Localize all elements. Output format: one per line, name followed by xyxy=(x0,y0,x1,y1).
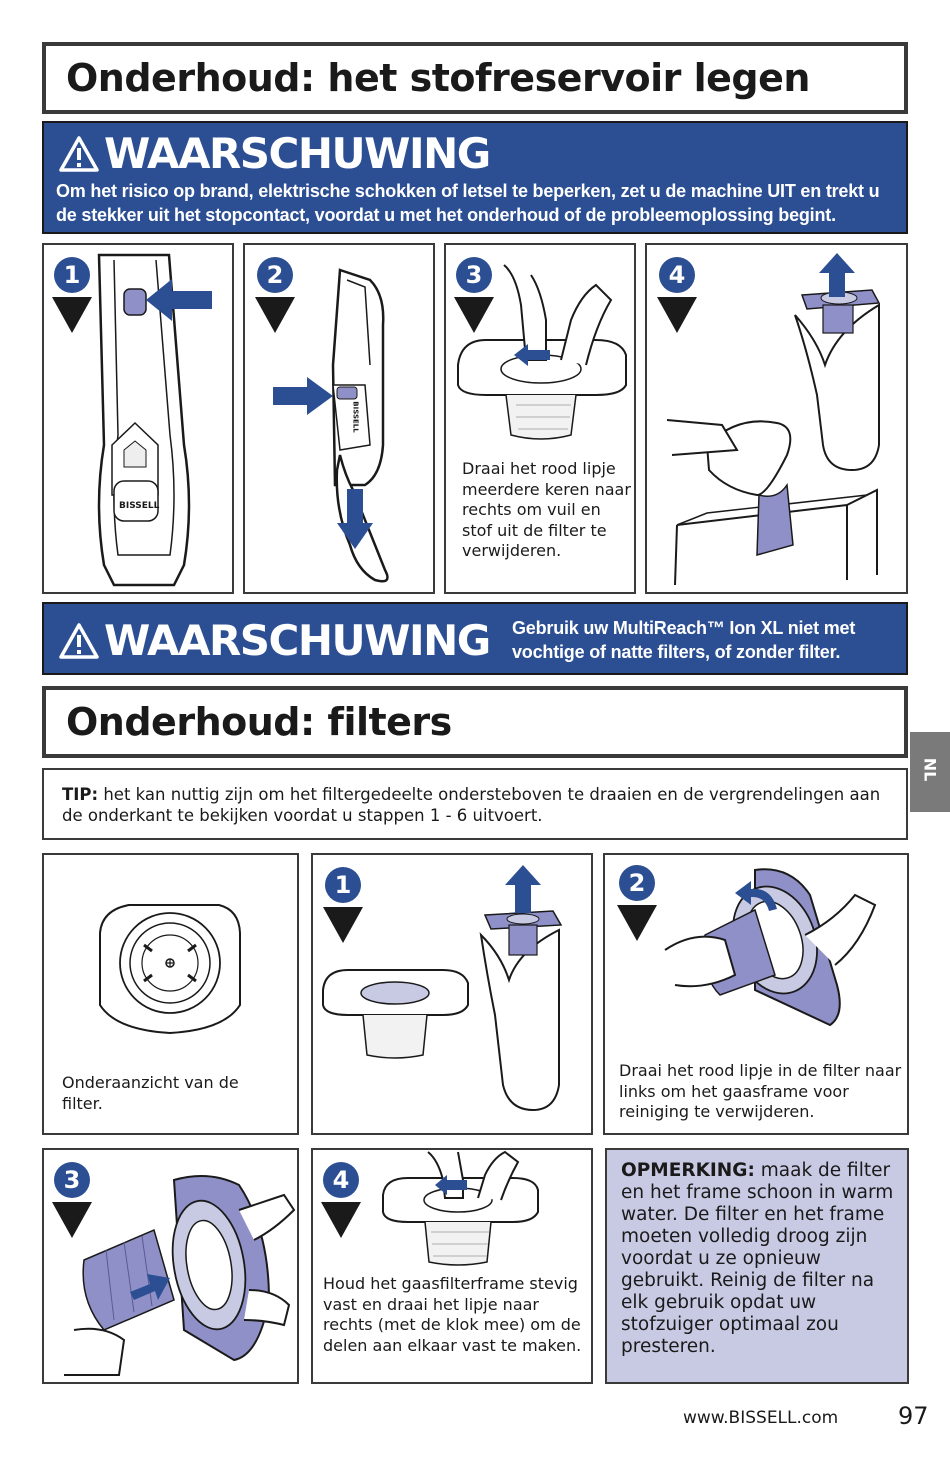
tip-box xyxy=(42,768,908,840)
language-tab xyxy=(910,732,950,812)
filter-step-marker-2 xyxy=(617,865,657,935)
warning-banner-middle xyxy=(42,602,908,675)
arrow-right-icon xyxy=(271,375,335,417)
filter-step-2-panel xyxy=(603,853,909,1135)
arrow-left-icon xyxy=(433,1174,469,1196)
footer-url[interactable]: www.BISSELL.com xyxy=(683,1408,839,1428)
note-text: maak de filter en het frame schoon in warm water. De filter en het frame moeten volledig droog zijn voordat u ze opnieuw gebruikt. Reinig de filter na elk gebruik opdat uw stofzuiger optimaal zou presteren. xyxy=(621,1160,894,1357)
arrow-left-icon xyxy=(144,277,216,323)
step-number: 2 xyxy=(257,257,293,293)
step-marker-1 xyxy=(52,257,92,327)
warning-text: Om het risico op brand, elektrische schokken of letsel te beperken, zet u de machine UIT en trekt u de stekker uit het stopcontact, voordat u met het onderhoud of de probleemoplossing begint. xyxy=(56,181,880,225)
warning-triangle-icon xyxy=(58,622,100,660)
section-title-box-filters xyxy=(42,686,908,758)
section-title-filters: Onderhoud: filters xyxy=(66,700,452,744)
step-triangle-icon xyxy=(657,297,697,333)
filter-step-1-panel xyxy=(311,853,593,1135)
bottom-view-caption: Onderaanzicht van de filter. xyxy=(62,1073,239,1113)
arrow-left-icon xyxy=(512,343,552,367)
filter-step-marker-1 xyxy=(323,867,363,937)
tip-text: het kan nuttig zijn om het filtergedeelte ondersteboven te draaien en de vergrendelingen aan de onderkant te bekijken voordat u stappen 1 - 6 uitvoert. xyxy=(62,785,881,825)
step-number: 2 xyxy=(619,865,655,901)
step-triangle-icon xyxy=(52,1202,92,1238)
filter-step-4-panel xyxy=(311,1148,593,1384)
brand-mark: BISSELL xyxy=(119,501,160,511)
section-title-box-reservoir xyxy=(42,42,908,114)
warning-filter-text: Gebruik uw MultiReach™ Ion XL niet met vochtige of natte filters, of zonder filter. xyxy=(512,618,856,662)
reservoir-step-3-panel xyxy=(444,243,636,594)
note-label: OPMERKING: xyxy=(621,1160,755,1181)
step-number: 3 xyxy=(54,1162,90,1198)
reservoir-step-1-panel xyxy=(42,243,234,594)
arrow-right-icon xyxy=(128,1268,172,1304)
arrow-down-icon xyxy=(335,487,375,551)
filter-bottom-view-panel xyxy=(42,853,299,1135)
brand-mark: BISSELL xyxy=(351,401,360,433)
step-number: 1 xyxy=(54,257,90,293)
filter-step-4-caption: Houd het gaasfilterframe stevig vast en draai het lipje naar rechts (met de klok mee) om de delen aan elkaar vast te maken. xyxy=(323,1274,582,1355)
filter-step-marker-4 xyxy=(321,1162,361,1232)
reservoir-step-2-panel xyxy=(243,243,435,594)
note-paragraph xyxy=(621,1160,903,1358)
step-marker-4 xyxy=(657,257,697,327)
tip-label: TIP: xyxy=(62,785,99,804)
step-number: 3 xyxy=(456,257,492,293)
step-3-caption: Draai het rood lipje meerdere keren naar rechts om vuil en stof uit de filter te verwijderen. xyxy=(462,459,631,560)
step-number: 4 xyxy=(323,1162,359,1198)
step-number: 4 xyxy=(659,257,695,293)
warning-banner-top xyxy=(42,121,908,234)
reservoir-step-4-panel xyxy=(645,243,908,594)
warning-heading xyxy=(58,616,490,665)
step-triangle-icon xyxy=(52,297,92,333)
step-triangle-icon xyxy=(255,297,295,333)
warning-heading-text: WAARSCHUWING xyxy=(104,129,490,178)
arrow-up-icon xyxy=(503,863,543,915)
step-triangle-icon xyxy=(323,907,363,943)
warning-triangle-icon xyxy=(58,135,100,173)
filter-step-3-panel xyxy=(42,1148,299,1384)
warning-heading xyxy=(58,129,490,178)
note-box xyxy=(605,1148,909,1384)
language-tab-label: NL xyxy=(920,757,940,782)
step-marker-3 xyxy=(454,257,494,327)
step-triangle-icon xyxy=(321,1202,361,1238)
rotate-left-arrow-icon xyxy=(733,879,779,915)
filter-step-2-caption: Draai het rood lipje in de filter naar links om het gaasframe voor reiniging te verwijderen. xyxy=(619,1061,902,1121)
step-marker-2 xyxy=(255,257,295,327)
arrow-up-icon xyxy=(817,251,857,299)
step-triangle-icon xyxy=(454,297,494,333)
tip-paragraph xyxy=(62,784,882,826)
section-title-reservoir: Onderhoud: het stofreservoir legen xyxy=(66,56,810,100)
filter-step-marker-3 xyxy=(52,1162,92,1232)
warning-heading-text: WAARSCHUWING xyxy=(104,616,490,665)
step-number: 1 xyxy=(325,867,361,903)
step-triangle-icon xyxy=(617,905,657,941)
page-number: 97 xyxy=(898,1402,929,1430)
